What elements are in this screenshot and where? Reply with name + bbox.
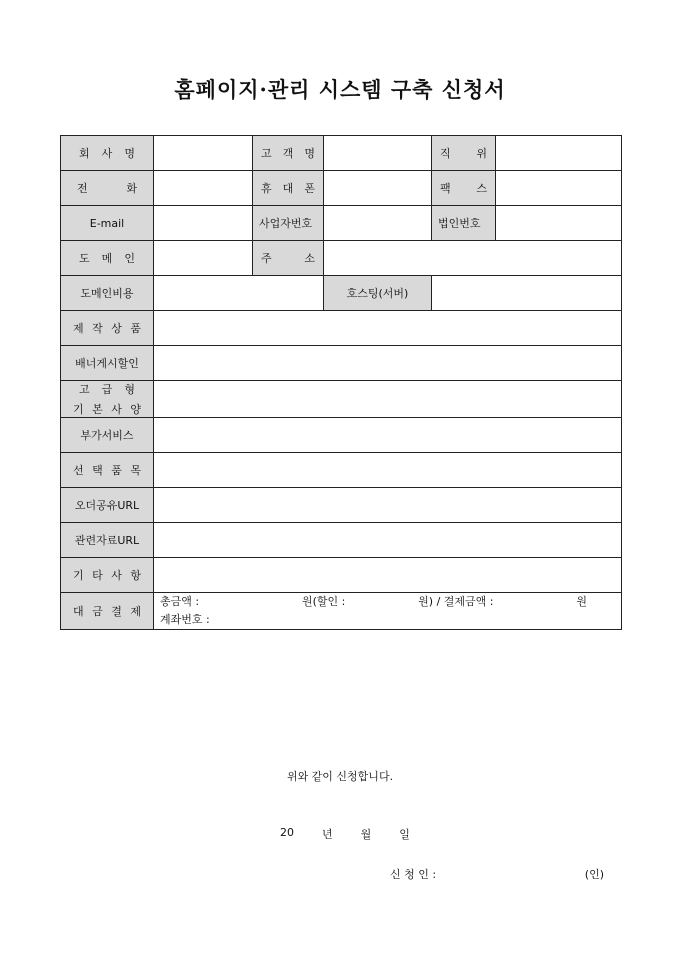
fax-field[interactable] bbox=[496, 171, 622, 206]
label-char: 선 bbox=[73, 464, 84, 477]
label-char: 인 bbox=[124, 252, 135, 265]
position-label bbox=[432, 136, 496, 171]
premium-spec-label bbox=[61, 381, 154, 418]
label-char: 사 bbox=[111, 403, 122, 416]
payment-field[interactable] bbox=[154, 593, 622, 630]
label-char: 화 bbox=[126, 182, 137, 195]
label-char: 타 bbox=[92, 569, 103, 582]
product-field[interactable] bbox=[154, 311, 622, 346]
label-char: 회 bbox=[79, 147, 90, 160]
company-name-field[interactable] bbox=[154, 136, 253, 171]
application-form-table bbox=[60, 135, 622, 630]
label-char: 대 bbox=[282, 182, 294, 195]
label-char: 사 bbox=[111, 569, 122, 582]
label-char: 상 bbox=[111, 322, 122, 335]
label-char: 직 bbox=[440, 147, 451, 160]
label-char: 금 bbox=[92, 605, 103, 618]
discount-text: 원(할인 : bbox=[301, 595, 346, 608]
label-char: 사 bbox=[101, 147, 113, 160]
label-char: 품 bbox=[111, 464, 122, 477]
label-char: 기 bbox=[73, 403, 84, 416]
address-field[interactable] bbox=[324, 241, 622, 276]
domain-cost-field[interactable] bbox=[154, 276, 324, 311]
label-char: 택 bbox=[92, 464, 103, 477]
payment-label bbox=[61, 593, 154, 630]
address-label bbox=[253, 241, 324, 276]
biz-number-field[interactable] bbox=[324, 206, 432, 241]
label-char: 품 bbox=[130, 322, 141, 335]
selected-items-label bbox=[61, 453, 154, 488]
product-label bbox=[61, 311, 154, 346]
email-label: E-mail bbox=[61, 206, 154, 241]
selected-items-field[interactable] bbox=[154, 453, 622, 488]
label-char: 본 bbox=[92, 403, 103, 416]
date-day-unit: 일 bbox=[399, 828, 410, 841]
hosting-field[interactable] bbox=[432, 276, 622, 311]
account-number-text: 계좌번호 : bbox=[160, 613, 210, 626]
domain-label bbox=[61, 241, 154, 276]
label-char: 작 bbox=[92, 322, 103, 335]
banner-label: 배너게시할인 bbox=[61, 346, 154, 381]
label-char: 객 bbox=[282, 147, 294, 160]
extra-service-label: 부가서비스 bbox=[61, 418, 154, 453]
corp-number-field[interactable] bbox=[496, 206, 622, 241]
total-amount-text: 총금액 : bbox=[160, 595, 200, 608]
label-char: 팩 bbox=[440, 182, 451, 195]
etc-field[interactable] bbox=[154, 558, 622, 593]
label-char: 고 bbox=[79, 383, 90, 396]
won-text: 원 bbox=[576, 595, 587, 608]
label-char: 목 bbox=[130, 464, 141, 477]
label-char: 대 bbox=[73, 605, 84, 618]
statement-text: 위와 같이 신청합니다. bbox=[286, 770, 394, 783]
label-char: 도 bbox=[79, 252, 90, 265]
hosting-label: 호스팅(서버) bbox=[324, 276, 432, 311]
label-char: 주 bbox=[261, 252, 272, 265]
fax-label bbox=[432, 171, 496, 206]
label-char: 결 bbox=[111, 605, 122, 618]
settle-amount-text: 원) / 결제금액 : bbox=[418, 595, 494, 608]
premium-spec-field[interactable] bbox=[154, 381, 622, 418]
label-char: 위 bbox=[476, 147, 487, 160]
mobile-field[interactable] bbox=[324, 171, 432, 206]
label-char: 스 bbox=[476, 182, 487, 195]
ref-url-field[interactable] bbox=[154, 523, 622, 558]
domain-field[interactable] bbox=[154, 241, 253, 276]
customer-name-field[interactable] bbox=[324, 136, 432, 171]
label-char: 전 bbox=[77, 182, 88, 195]
applicant-label: 신 청 인 : bbox=[390, 868, 437, 881]
date-line bbox=[280, 826, 410, 842]
label-char: 형 bbox=[124, 383, 135, 396]
label-char: 고 bbox=[261, 147, 272, 160]
biz-number-label: 사업자번호 bbox=[253, 206, 324, 241]
etc-label bbox=[61, 558, 154, 593]
order-url-field[interactable] bbox=[154, 488, 622, 523]
company-name-label bbox=[61, 136, 154, 171]
label-char: 명 bbox=[124, 147, 135, 160]
account-line bbox=[160, 611, 615, 629]
label-char: 양 bbox=[130, 403, 141, 416]
payment-amount-line bbox=[160, 593, 615, 611]
seal-mark: (인) bbox=[584, 868, 604, 881]
label-char: 급 bbox=[101, 383, 113, 396]
banner-field[interactable] bbox=[154, 346, 622, 381]
corp-number-label: 법인번호 bbox=[432, 206, 496, 241]
label-char: 폰 bbox=[304, 182, 315, 195]
label-char: 항 bbox=[130, 569, 141, 582]
extra-service-field[interactable] bbox=[154, 418, 622, 453]
label-char: 명 bbox=[304, 147, 315, 160]
mobile-label bbox=[253, 171, 324, 206]
date-year-unit: 년 bbox=[322, 828, 333, 841]
date-month-unit: 월 bbox=[360, 828, 372, 841]
ref-url-label: 관련자료URL bbox=[61, 523, 154, 558]
signature-line bbox=[390, 866, 604, 882]
position-field[interactable] bbox=[496, 136, 622, 171]
date-year: 20 bbox=[280, 826, 294, 839]
label-char: 기 bbox=[73, 569, 84, 582]
phone-field[interactable] bbox=[154, 171, 253, 206]
label-char: 제 bbox=[130, 605, 141, 618]
phone-label bbox=[61, 171, 154, 206]
label-char: 휴 bbox=[261, 182, 272, 195]
order-url-label: 오더공유URL bbox=[61, 488, 154, 523]
page-title: 홈페이지·관리 시스템 구축 신청서 bbox=[174, 77, 506, 102]
email-field[interactable] bbox=[154, 206, 253, 241]
label-char: 메 bbox=[101, 252, 113, 265]
label-char: 제 bbox=[73, 322, 84, 335]
domain-cost-label: 도메인비용 bbox=[61, 276, 154, 311]
label-char: 소 bbox=[304, 252, 315, 265]
customer-name-label bbox=[253, 136, 324, 171]
